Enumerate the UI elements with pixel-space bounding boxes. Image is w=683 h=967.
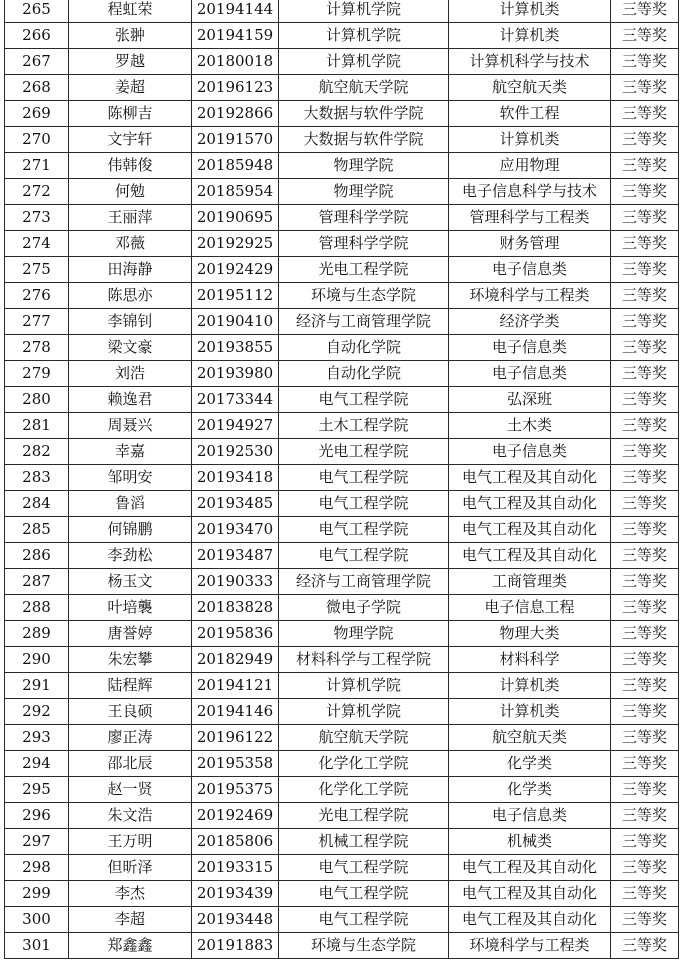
award-level-cell: 三等奖 xyxy=(611,179,679,205)
college-cell: 大数据与软件学院 xyxy=(279,101,449,127)
student-name-cell: 朱文浩 xyxy=(69,803,192,829)
college-cell: 化学化工学院 xyxy=(279,777,449,803)
serial-number-cell: 284 xyxy=(5,491,69,517)
serial-number-cell: 282 xyxy=(5,439,69,465)
table-row xyxy=(5,205,679,231)
table-row xyxy=(5,439,679,465)
college-cell: 电气工程学院 xyxy=(279,491,449,517)
major-cell: 电子信息类 xyxy=(449,335,611,361)
major-cell: 电子信息类 xyxy=(449,439,611,465)
award-level-cell: 三等奖 xyxy=(611,595,679,621)
table-row xyxy=(5,751,679,777)
table-row xyxy=(5,621,679,647)
award-level-cell: 三等奖 xyxy=(611,309,679,335)
college-cell: 自动化学院 xyxy=(279,361,449,387)
major-cell: 物理大类 xyxy=(449,621,611,647)
college-cell: 物理学院 xyxy=(279,621,449,647)
serial-number-cell: 276 xyxy=(5,283,69,309)
student-name-cell: 赖逸君 xyxy=(69,387,192,413)
college-cell: 自动化学院 xyxy=(279,335,449,361)
table-row xyxy=(5,933,679,959)
college-cell: 物理学院 xyxy=(279,153,449,179)
student-id-cell: 20194144 xyxy=(192,0,279,23)
college-cell: 环境与生态学院 xyxy=(279,933,449,959)
serial-number-cell: 265 xyxy=(5,0,69,23)
table-row xyxy=(5,75,679,101)
table-row xyxy=(5,0,679,23)
student-name-cell: 杨玉文 xyxy=(69,569,192,595)
serial-number-cell: 291 xyxy=(5,673,69,699)
table-row xyxy=(5,23,679,49)
college-cell: 经济与工商管理学院 xyxy=(279,569,449,595)
college-cell: 管理科学学院 xyxy=(279,231,449,257)
major-cell: 电气工程及其自动化 xyxy=(449,491,611,517)
award-level-cell: 三等奖 xyxy=(611,491,679,517)
student-id-cell: 20193855 xyxy=(192,335,279,361)
college-cell: 航空航天学院 xyxy=(279,75,449,101)
table-row xyxy=(5,283,679,309)
student-name-cell: 叶培襲 xyxy=(69,595,192,621)
table-row xyxy=(5,855,679,881)
student-id-cell: 20192925 xyxy=(192,231,279,257)
major-cell: 环境科学与工程类 xyxy=(449,933,611,959)
student-id-cell: 20194146 xyxy=(192,699,279,725)
student-id-cell: 20195375 xyxy=(192,777,279,803)
table-row xyxy=(5,491,679,517)
student-id-cell: 20194927 xyxy=(192,413,279,439)
college-cell: 光电工程学院 xyxy=(279,803,449,829)
college-cell: 化学化工学院 xyxy=(279,751,449,777)
major-cell: 管理科学与工程类 xyxy=(449,205,611,231)
student-id-cell: 20193470 xyxy=(192,517,279,543)
college-cell: 光电工程学院 xyxy=(279,257,449,283)
college-cell: 电气工程学院 xyxy=(279,855,449,881)
student-id-cell: 20195112 xyxy=(192,283,279,309)
award-level-cell: 三等奖 xyxy=(611,335,679,361)
student-name-cell: 朱宏攀 xyxy=(69,647,192,673)
serial-number-cell: 279 xyxy=(5,361,69,387)
student-name-cell: 邓薇 xyxy=(69,231,192,257)
student-id-cell: 20192469 xyxy=(192,803,279,829)
student-name-cell: 李杰 xyxy=(69,881,192,907)
student-name-cell: 何勉 xyxy=(69,179,192,205)
student-id-cell: 20192530 xyxy=(192,439,279,465)
major-cell: 电气工程及其自动化 xyxy=(449,543,611,569)
student-name-cell: 梁文豪 xyxy=(69,335,192,361)
serial-number-cell: 292 xyxy=(5,699,69,725)
table-row xyxy=(5,699,679,725)
major-cell: 软件工程 xyxy=(449,101,611,127)
serial-number-cell: 273 xyxy=(5,205,69,231)
college-cell: 计算机学院 xyxy=(279,49,449,75)
student-id-cell: 20192429 xyxy=(192,257,279,283)
major-cell: 电子信息类 xyxy=(449,257,611,283)
student-name-cell: 程虹荣 xyxy=(69,0,192,23)
award-level-cell: 三等奖 xyxy=(611,803,679,829)
serial-number-cell: 280 xyxy=(5,387,69,413)
student-name-cell: 李超 xyxy=(69,907,192,933)
award-level-cell: 三等奖 xyxy=(611,465,679,491)
student-id-cell: 20191570 xyxy=(192,127,279,153)
table-row xyxy=(5,101,679,127)
major-cell: 航空航天类 xyxy=(449,725,611,751)
table-row xyxy=(5,725,679,751)
table-row xyxy=(5,569,679,595)
major-cell: 化学类 xyxy=(449,751,611,777)
student-id-cell: 20180018 xyxy=(192,49,279,75)
major-cell: 电子信息科学与技术 xyxy=(449,179,611,205)
table-row xyxy=(5,231,679,257)
table-row xyxy=(5,335,679,361)
student-id-cell: 20185948 xyxy=(192,153,279,179)
serial-number-cell: 271 xyxy=(5,153,69,179)
student-name-cell: 陆程辉 xyxy=(69,673,192,699)
major-cell: 计算机科学与技术 xyxy=(449,49,611,75)
major-cell: 电子信息类 xyxy=(449,361,611,387)
major-cell: 应用物理 xyxy=(449,153,611,179)
college-cell: 物理学院 xyxy=(279,179,449,205)
serial-number-cell: 266 xyxy=(5,23,69,49)
serial-number-cell: 301 xyxy=(5,933,69,959)
major-cell: 弘深班 xyxy=(449,387,611,413)
serial-number-cell: 295 xyxy=(5,777,69,803)
college-cell: 光电工程学院 xyxy=(279,439,449,465)
college-cell: 计算机学院 xyxy=(279,673,449,699)
student-id-cell: 20185806 xyxy=(192,829,279,855)
college-cell: 电气工程学院 xyxy=(279,465,449,491)
serial-number-cell: 274 xyxy=(5,231,69,257)
award-level-cell: 三等奖 xyxy=(611,23,679,49)
college-cell: 计算机学院 xyxy=(279,23,449,49)
major-cell: 电子信息工程 xyxy=(449,595,611,621)
table-row xyxy=(5,257,679,283)
major-cell: 电气工程及其自动化 xyxy=(449,855,611,881)
table-row xyxy=(5,179,679,205)
serial-number-cell: 278 xyxy=(5,335,69,361)
table-row xyxy=(5,517,679,543)
student-id-cell: 20193448 xyxy=(192,907,279,933)
award-level-cell: 三等奖 xyxy=(611,933,679,959)
award-level-cell: 三等奖 xyxy=(611,101,679,127)
serial-number-cell: 267 xyxy=(5,49,69,75)
student-id-cell: 20190695 xyxy=(192,205,279,231)
award-level-cell: 三等奖 xyxy=(611,0,679,23)
student-id-cell: 20194121 xyxy=(192,673,279,699)
student-name-cell: 邵北辰 xyxy=(69,751,192,777)
table-row xyxy=(5,777,679,803)
student-id-cell: 20196122 xyxy=(192,725,279,751)
student-name-cell: 邹明安 xyxy=(69,465,192,491)
serial-number-cell: 281 xyxy=(5,413,69,439)
student-name-cell: 何锦鹏 xyxy=(69,517,192,543)
college-cell: 电气工程学院 xyxy=(279,387,449,413)
major-cell: 计算机类 xyxy=(449,127,611,153)
college-cell: 电气工程学院 xyxy=(279,907,449,933)
student-name-cell: 周聂兴 xyxy=(69,413,192,439)
major-cell: 财务管理 xyxy=(449,231,611,257)
table-row xyxy=(5,543,679,569)
table-row xyxy=(5,413,679,439)
student-id-cell: 20173344 xyxy=(192,387,279,413)
student-id-cell: 20196123 xyxy=(192,75,279,101)
serial-number-cell: 296 xyxy=(5,803,69,829)
college-cell: 电气工程学院 xyxy=(279,881,449,907)
serial-number-cell: 268 xyxy=(5,75,69,101)
table-row xyxy=(5,127,679,153)
student-name-cell: 但昕泽 xyxy=(69,855,192,881)
table-row xyxy=(5,361,679,387)
award-level-cell: 三等奖 xyxy=(611,647,679,673)
award-level-cell: 三等奖 xyxy=(611,569,679,595)
student-id-cell: 20185954 xyxy=(192,179,279,205)
award-level-cell: 三等奖 xyxy=(611,153,679,179)
student-id-cell: 20194159 xyxy=(192,23,279,49)
student-name-cell: 赵一贤 xyxy=(69,777,192,803)
serial-number-cell: 287 xyxy=(5,569,69,595)
major-cell: 经济学类 xyxy=(449,309,611,335)
college-cell: 经济与工商管理学院 xyxy=(279,309,449,335)
award-table-body xyxy=(5,0,679,959)
student-id-cell: 20190333 xyxy=(192,569,279,595)
serial-number-cell: 272 xyxy=(5,179,69,205)
table-row xyxy=(5,387,679,413)
major-cell: 工商管理类 xyxy=(449,569,611,595)
serial-number-cell: 275 xyxy=(5,257,69,283)
student-name-cell: 王万明 xyxy=(69,829,192,855)
award-level-cell: 三等奖 xyxy=(611,829,679,855)
major-cell: 电气工程及其自动化 xyxy=(449,465,611,491)
table-row xyxy=(5,465,679,491)
award-level-cell: 三等奖 xyxy=(611,881,679,907)
student-name-cell: 文宇轩 xyxy=(69,127,192,153)
award-level-cell: 三等奖 xyxy=(611,257,679,283)
college-cell: 机械工程学院 xyxy=(279,829,449,855)
award-level-cell: 三等奖 xyxy=(611,75,679,101)
college-cell: 电气工程学院 xyxy=(279,517,449,543)
college-cell: 大数据与软件学院 xyxy=(279,127,449,153)
serial-number-cell: 285 xyxy=(5,517,69,543)
major-cell: 计算机类 xyxy=(449,0,611,23)
student-name-cell: 李劲松 xyxy=(69,543,192,569)
serial-number-cell: 286 xyxy=(5,543,69,569)
college-cell: 计算机学院 xyxy=(279,0,449,23)
student-id-cell: 20191883 xyxy=(192,933,279,959)
serial-number-cell: 277 xyxy=(5,309,69,335)
college-cell: 土木工程学院 xyxy=(279,413,449,439)
major-cell: 化学类 xyxy=(449,777,611,803)
student-name-cell: 廖正涛 xyxy=(69,725,192,751)
serial-number-cell: 289 xyxy=(5,621,69,647)
student-name-cell: 幸嘉 xyxy=(69,439,192,465)
award-table xyxy=(4,0,679,959)
award-level-cell: 三等奖 xyxy=(611,127,679,153)
student-id-cell: 20195358 xyxy=(192,751,279,777)
student-id-cell: 20193418 xyxy=(192,465,279,491)
award-level-cell: 三等奖 xyxy=(611,231,679,257)
student-id-cell: 20183828 xyxy=(192,595,279,621)
student-name-cell: 王良硕 xyxy=(69,699,192,725)
award-level-cell: 三等奖 xyxy=(611,621,679,647)
award-level-cell: 三等奖 xyxy=(611,543,679,569)
award-level-cell: 三等奖 xyxy=(611,361,679,387)
award-level-cell: 三等奖 xyxy=(611,751,679,777)
award-level-cell: 三等奖 xyxy=(611,49,679,75)
student-name-cell: 姜超 xyxy=(69,75,192,101)
student-name-cell: 王丽萍 xyxy=(69,205,192,231)
college-cell: 计算机学院 xyxy=(279,699,449,725)
serial-number-cell: 294 xyxy=(5,751,69,777)
major-cell: 环境科学与工程类 xyxy=(449,283,611,309)
major-cell: 电气工程及其自动化 xyxy=(449,517,611,543)
student-id-cell: 20195836 xyxy=(192,621,279,647)
serial-number-cell: 270 xyxy=(5,127,69,153)
serial-number-cell: 299 xyxy=(5,881,69,907)
award-level-cell: 三等奖 xyxy=(611,777,679,803)
student-name-cell: 刘浩 xyxy=(69,361,192,387)
college-cell: 电气工程学院 xyxy=(279,543,449,569)
serial-number-cell: 290 xyxy=(5,647,69,673)
award-level-cell: 三等奖 xyxy=(611,205,679,231)
award-level-cell: 三等奖 xyxy=(611,413,679,439)
award-level-cell: 三等奖 xyxy=(611,855,679,881)
serial-number-cell: 300 xyxy=(5,907,69,933)
table-row xyxy=(5,647,679,673)
major-cell: 材料科学 xyxy=(449,647,611,673)
student-name-cell: 唐誉婷 xyxy=(69,621,192,647)
college-cell: 环境与生态学院 xyxy=(279,283,449,309)
student-id-cell: 20193315 xyxy=(192,855,279,881)
student-id-cell: 20182949 xyxy=(192,647,279,673)
award-level-cell: 三等奖 xyxy=(611,725,679,751)
student-name-cell: 李锦钊 xyxy=(69,309,192,335)
table-row xyxy=(5,881,679,907)
table-row xyxy=(5,803,679,829)
major-cell: 电气工程及其自动化 xyxy=(449,907,611,933)
table-row xyxy=(5,153,679,179)
table-row xyxy=(5,907,679,933)
table-row xyxy=(5,829,679,855)
award-level-cell: 三等奖 xyxy=(611,439,679,465)
student-id-cell: 20192866 xyxy=(192,101,279,127)
major-cell: 计算机类 xyxy=(449,23,611,49)
award-level-cell: 三等奖 xyxy=(611,283,679,309)
serial-number-cell: 283 xyxy=(5,465,69,491)
table-row xyxy=(5,673,679,699)
college-cell: 微电子学院 xyxy=(279,595,449,621)
major-cell: 电气工程及其自动化 xyxy=(449,881,611,907)
student-name-cell: 田海静 xyxy=(69,257,192,283)
serial-number-cell: 297 xyxy=(5,829,69,855)
table-row xyxy=(5,309,679,335)
major-cell: 土木类 xyxy=(449,413,611,439)
college-cell: 管理科学学院 xyxy=(279,205,449,231)
major-cell: 计算机类 xyxy=(449,673,611,699)
student-id-cell: 20190410 xyxy=(192,309,279,335)
student-name-cell: 罗越 xyxy=(69,49,192,75)
college-cell: 材料科学与工程学院 xyxy=(279,647,449,673)
college-cell: 航空航天学院 xyxy=(279,725,449,751)
student-id-cell: 20193439 xyxy=(192,881,279,907)
major-cell: 电子信息类 xyxy=(449,803,611,829)
award-level-cell: 三等奖 xyxy=(611,387,679,413)
award-level-cell: 三等奖 xyxy=(611,673,679,699)
student-name-cell: 鲁滔 xyxy=(69,491,192,517)
award-level-cell: 三等奖 xyxy=(611,699,679,725)
major-cell: 计算机类 xyxy=(449,699,611,725)
student-id-cell: 20193485 xyxy=(192,491,279,517)
serial-number-cell: 288 xyxy=(5,595,69,621)
major-cell: 机械类 xyxy=(449,829,611,855)
major-cell: 航空航天类 xyxy=(449,75,611,101)
award-level-cell: 三等奖 xyxy=(611,907,679,933)
student-id-cell: 20193980 xyxy=(192,361,279,387)
student-name-cell: 陈思亦 xyxy=(69,283,192,309)
student-name-cell: 陈柳吉 xyxy=(69,101,192,127)
serial-number-cell: 293 xyxy=(5,725,69,751)
student-id-cell: 20193487 xyxy=(192,543,279,569)
serial-number-cell: 269 xyxy=(5,101,69,127)
student-name-cell: 张翀 xyxy=(69,23,192,49)
student-name-cell: 郑鑫鑫 xyxy=(69,933,192,959)
student-name-cell: 伟韩俊 xyxy=(69,153,192,179)
award-level-cell: 三等奖 xyxy=(611,517,679,543)
serial-number-cell: 298 xyxy=(5,855,69,881)
table-row xyxy=(5,595,679,621)
table-row xyxy=(5,49,679,75)
